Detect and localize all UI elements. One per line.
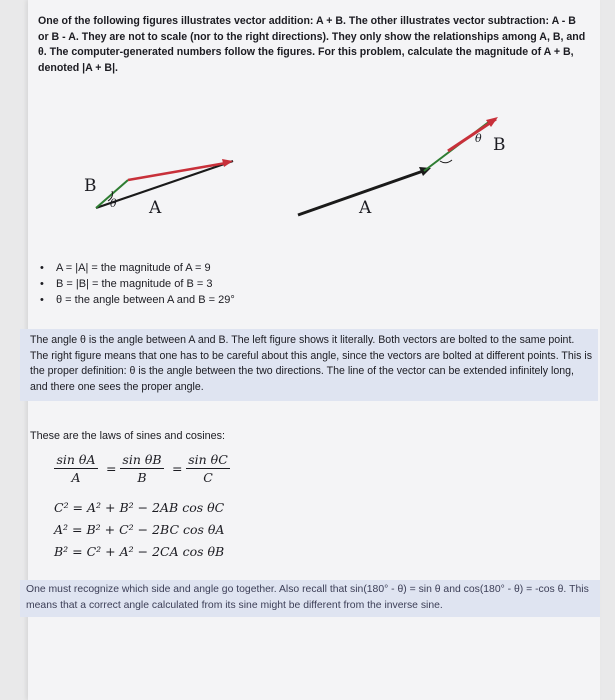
right-label-theta: θ [475,132,482,145]
given-values-list [34,260,235,308]
right-label-b: B [493,135,506,155]
left-vector-sum [128,163,226,180]
sines-fraction-b: $\frac{\text{sin θB}}{B}$ [120,452,164,485]
bullet-magnitude-b: • B = |B| = the magnitude of B = 3 [34,276,235,292]
sines-fraction-a: $\frac{\text{sin θA}}{A}$ [54,452,98,485]
vector-figures [28,105,608,245]
equals-sign: = [106,461,117,476]
right-label-a: A [359,198,372,218]
cosine-law-b: B² = C² + A² − 2CA cos θB [54,544,225,559]
right-figure [298,117,506,218]
bullet-magnitude-a: • A = |A| = the magnitude of A = 9 [34,260,235,276]
left-label-b: B [84,176,97,196]
equals-sign: = [172,461,183,476]
left-label-theta: θ [110,197,117,210]
closing-paragraph: One must recognize which side and angle go together. Also recall that sin(180° - θ) = sin θ and cos(180° - θ) = -cos θ. This means that a correct angle calculated from its sine might be different from the inverse sine. [20,580,600,617]
laws-title: These are the laws of sines and cosines: [30,430,226,442]
sines-fraction-c: $\frac{\text{sin θC}}{C}$ [186,452,230,485]
explanation-paragraph: The angle θ is the angle between A and B. The left figure shows it literally. Both vectors are bolted to the same point. The right figure means that one has to be careful about this angle, since the vectors are bolted at different points. This is the proper definition: θ is the angle between the two directions. The line of the vector can be extended infinitely long, and there one sees the proper angle. [20,329,598,401]
left-arrowhead [222,159,233,167]
figures [28,105,608,245]
left-figure [84,159,233,218]
bullet-angle: • θ = the angle between A and B = 29° [34,292,235,308]
right-angle-arc [440,160,452,163]
left-label-a: A [149,198,162,218]
laws-equations [54,452,294,576]
cosine-law-c: C² = A² + B² − 2AB cos θC [54,500,225,515]
cosine-law-a: A² = B² + C² − 2BC cos θA [54,522,225,537]
intro-paragraph: One of the following figures illustrates vector addition: A + B. The other illustrates vector subtraction: A - B or B - A. They are not to scale (nor to the right directions). They only show the relationships among A, B, and θ. The computer-generated numbers follow the figures. For this problem, calculate the magnitude of A + B, denoted |A + B|. [38,15,586,74]
